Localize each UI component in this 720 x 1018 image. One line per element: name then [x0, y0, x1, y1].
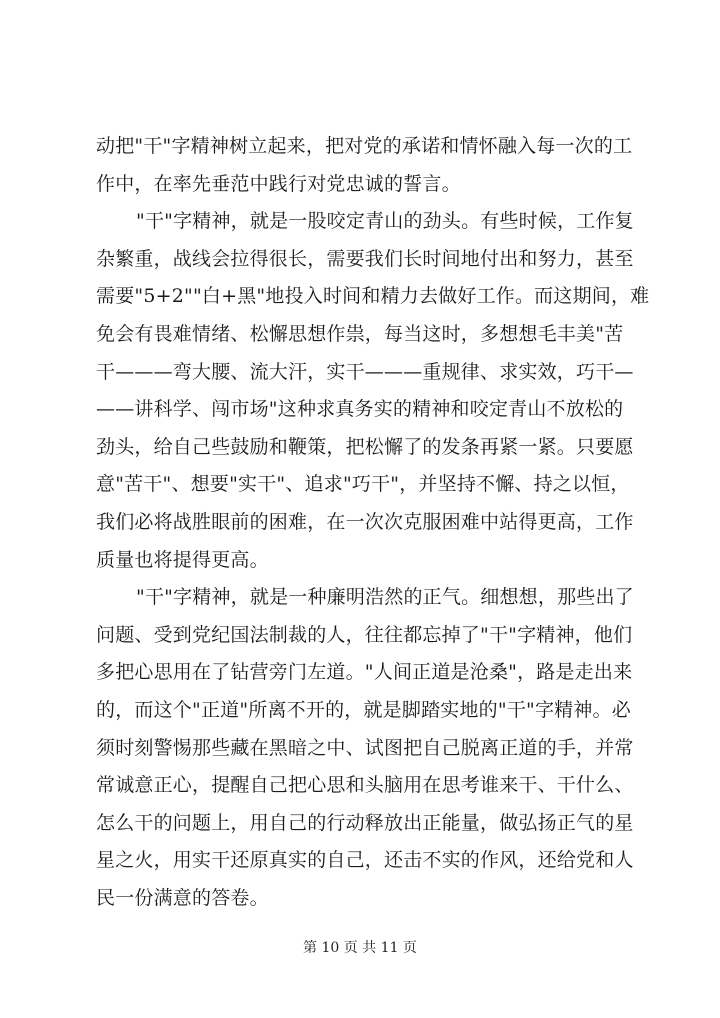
- text-line: 的，而这个"正道"所离不开的，就是脚踏实地的"干"字精神。必: [96, 698, 631, 721]
- text-line: 多把心思用在了钻营旁门左道。"人间正道是沧桑"，路是走出来: [96, 661, 633, 684]
- text-line: 作中，在率先垂范中践行对党忠诚的誓言。: [96, 172, 461, 195]
- text-line: 杂繁重，战线会拉得很长，需要我们长时间地付出和努力，甚至: [96, 247, 634, 270]
- text-line: 须时刻警惕那些藏在黑暗之中、试图把自己脱离正道的手，并常: [96, 736, 634, 759]
- text-line: 民一份满意的答卷。: [96, 886, 269, 909]
- text-line: 需要"5+2""白+黑"地投入时间和精力去做好工作。而这期间，难: [96, 285, 650, 308]
- paragraph-start-line: "干"字精神，就是一股咬定青山的劲头。有些时候，工作复: [136, 210, 634, 233]
- text-line: 怎么干的问题上，用自己的行动释放出正能量，做弘扬正气的星: [96, 811, 634, 834]
- text-line: 星之火，用实干还原真实的自己，还击不实的作风，还给党和人: [96, 849, 634, 872]
- text-line: 常诚意正心，提醒自己把心思和头脑用在思考谁来干、干什么、: [96, 774, 634, 797]
- text-line: ——讲科学、闯市场"这种求真务实的精神和咬定青山不放松的: [96, 398, 624, 421]
- text-line: 质量也将提得更高。: [96, 548, 269, 571]
- text-line: 意"苦干"、想要"实干"、追求"巧干"，并坚持不懈、持之以恒，: [96, 473, 630, 496]
- text-line: 动把"干"字精神树立起来，把对党的承诺和情怀融入每一次的工: [96, 135, 633, 157]
- text-line: 我们必将战胜眼前的困难，在一次次克服困难中站得更高，工作: [96, 510, 634, 533]
- paragraph-start-line: "干"字精神，就是一种廉明浩然的正气。细想想，那些出了: [136, 586, 634, 609]
- page-number-footer: 第 10 页 共 11 页: [303, 940, 417, 956]
- text-line: 干———弯大腰、流大汗，实干———重规律、求实效，巧干—: [96, 360, 634, 383]
- text-line: 劲头，给自己些鼓励和鞭策，把松懈了的发条再紧一紧。只要愿: [96, 435, 634, 458]
- text-line: 问题、受到党纪国法制裁的人，往往都忘掉了"干"字精神，他们: [96, 623, 633, 646]
- body-text: [96, 128, 650, 917]
- text-line: 免会有畏难情绪、松懈思想作祟，每当这时，多想想毛丰美"苦: [96, 322, 624, 345]
